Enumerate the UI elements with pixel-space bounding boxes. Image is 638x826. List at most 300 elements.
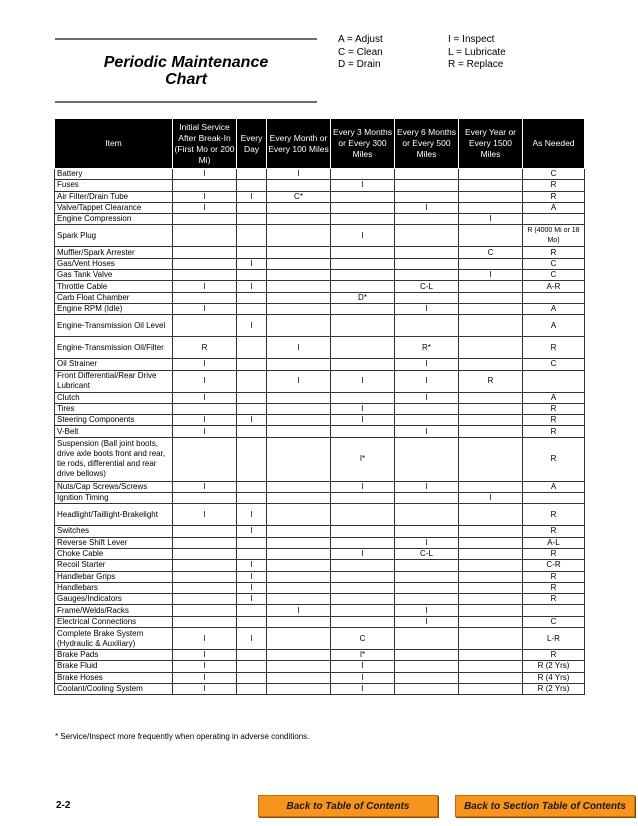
row-cell <box>237 202 267 213</box>
row-cell: A-R <box>523 281 585 292</box>
row-cell <box>331 537 395 548</box>
row-cell: I <box>173 672 237 683</box>
row-cell <box>173 292 237 303</box>
row-cell: I <box>459 214 523 225</box>
row-cell <box>237 605 267 616</box>
row-cell: I* <box>331 437 395 481</box>
row-cell: R (4 Yrs) <box>523 672 585 683</box>
row-item-label: Engine Compression <box>55 214 173 225</box>
row-cell <box>395 650 459 661</box>
table-row <box>55 214 585 225</box>
legend-drain: D = Drain <box>338 59 381 70</box>
maintenance-table <box>54 118 585 695</box>
row-cell <box>395 493 459 504</box>
table-row <box>55 392 585 403</box>
row-cell <box>267 180 331 191</box>
row-cell <box>459 526 523 537</box>
row-cell <box>237 270 267 281</box>
row-cell <box>267 493 331 504</box>
row-cell <box>267 616 331 627</box>
row-cell <box>395 191 459 202</box>
row-cell: R <box>523 594 585 605</box>
row-cell <box>331 504 395 526</box>
row-cell: C <box>523 616 585 627</box>
row-cell <box>267 650 331 661</box>
row-cell <box>523 493 585 504</box>
row-item-label: Suspension (Ball joint boots, drive axle boots front and rear, tie rods, differential and rear drive bellows) <box>55 437 173 481</box>
row-item-label: Gas/Vent Hoses <box>55 258 173 269</box>
row-item-label: Valve/Tappet Clearance <box>55 202 173 213</box>
row-cell: I <box>237 628 267 650</box>
row-cell: R <box>523 403 585 414</box>
row-cell <box>173 270 237 281</box>
row-cell <box>459 169 523 180</box>
row-cell: I <box>173 661 237 672</box>
row-cell <box>331 337 395 359</box>
row-cell <box>395 270 459 281</box>
row-item-label: Brake Pads <box>55 650 173 661</box>
row-cell <box>267 303 331 314</box>
footnote: * Service/Inspect more frequently when operating in adverse conditions. <box>55 732 310 741</box>
table-row <box>55 672 585 683</box>
row-cell <box>237 493 267 504</box>
row-cell <box>459 359 523 370</box>
row-item-label: Complete Brake System (Hydraulic & Auxiliary) <box>55 628 173 650</box>
legend-inspect: I = Inspect <box>448 34 495 45</box>
row-cell <box>237 661 267 672</box>
row-cell <box>267 247 331 258</box>
row-cell <box>459 672 523 683</box>
row-cell: I <box>395 370 459 392</box>
back-to-toc-button[interactable]: Back to Table of Contents <box>258 795 438 817</box>
page-number: 2-2 <box>56 800 71 811</box>
row-cell: C <box>459 247 523 258</box>
row-cell <box>237 426 267 437</box>
row-item-label: Ignition Timing <box>55 493 173 504</box>
row-cell <box>267 560 331 571</box>
row-cell: I <box>173 481 237 492</box>
col-header-every-6-months: Every 6 Months or Every 500 Miles <box>395 119 459 169</box>
row-cell <box>237 359 267 370</box>
row-item-label: Switches <box>55 526 173 537</box>
row-cell: R <box>523 337 585 359</box>
table-header-row <box>55 119 585 169</box>
table-row <box>55 337 585 359</box>
row-cell <box>237 481 267 492</box>
row-cell: I <box>395 359 459 370</box>
table-row <box>55 437 585 481</box>
table-row <box>55 247 585 258</box>
row-cell <box>173 258 237 269</box>
row-cell <box>267 258 331 269</box>
table-row <box>55 594 585 605</box>
row-cell: C <box>331 628 395 650</box>
row-item-label: Steering Components <box>55 415 173 426</box>
row-cell: I <box>267 337 331 359</box>
row-cell <box>331 426 395 437</box>
row-cell: C* <box>267 191 331 202</box>
row-item-label: Front Differential/Rear Drive Lubricant <box>55 370 173 392</box>
row-cell <box>331 303 395 314</box>
table-row <box>55 202 585 213</box>
row-cell <box>267 426 331 437</box>
row-cell <box>237 548 267 559</box>
row-item-label: Brake Fluid <box>55 661 173 672</box>
row-cell <box>523 292 585 303</box>
table-row <box>55 292 585 303</box>
row-cell <box>173 537 237 548</box>
row-cell: I <box>331 548 395 559</box>
title-line-2: Chart <box>165 71 207 88</box>
row-item-label: Electrical Connections <box>55 616 173 627</box>
row-cell <box>395 225 459 247</box>
row-cell <box>331 247 395 258</box>
table-row <box>55 493 585 504</box>
table-row <box>55 616 585 627</box>
row-cell: I <box>173 683 237 694</box>
table-row <box>55 582 585 593</box>
row-cell <box>395 315 459 337</box>
row-cell <box>459 437 523 481</box>
row-cell <box>331 560 395 571</box>
row-cell <box>459 571 523 582</box>
row-cell <box>523 370 585 392</box>
table-row <box>55 303 585 314</box>
row-cell <box>237 247 267 258</box>
row-cell: A <box>523 202 585 213</box>
table-row <box>55 225 585 247</box>
table-row <box>55 258 585 269</box>
row-cell: I <box>237 594 267 605</box>
row-cell <box>267 202 331 213</box>
row-cell <box>459 337 523 359</box>
row-cell: I <box>331 481 395 492</box>
row-cell: I <box>395 537 459 548</box>
table-row <box>55 315 585 337</box>
row-cell <box>173 560 237 571</box>
table-row <box>55 270 585 281</box>
row-cell <box>331 594 395 605</box>
row-cell: I <box>395 616 459 627</box>
row-item-label: Carb Float Chamber <box>55 292 173 303</box>
row-cell: I <box>331 415 395 426</box>
table-row <box>55 571 585 582</box>
legend-clean: C = Clean <box>338 46 383 58</box>
row-cell: I <box>173 202 237 213</box>
table-row <box>55 650 585 661</box>
row-cell <box>237 683 267 694</box>
row-cell: C-L <box>395 281 459 292</box>
row-cell <box>173 605 237 616</box>
row-cell: I <box>173 303 237 314</box>
row-cell <box>395 403 459 414</box>
row-cell: I <box>395 392 459 403</box>
table-body <box>55 169 585 695</box>
row-cell <box>267 403 331 414</box>
table-row <box>55 628 585 650</box>
title-line-1: Periodic Maintenance <box>103 54 269 71</box>
table-row <box>55 359 585 370</box>
row-item-label: V-Belt <box>55 426 173 437</box>
row-cell <box>173 616 237 627</box>
row-cell: C <box>523 270 585 281</box>
row-cell: I <box>331 661 395 672</box>
row-cell <box>459 202 523 213</box>
row-cell: I <box>459 493 523 504</box>
row-cell <box>173 180 237 191</box>
row-cell <box>331 582 395 593</box>
row-cell <box>331 616 395 627</box>
row-item-label: Battery <box>55 169 173 180</box>
row-cell: A <box>523 481 585 492</box>
row-item-label: Choke Cable <box>55 548 173 559</box>
row-cell: I <box>173 169 237 180</box>
col-header-every-3-months: Every 3 Months or Every 300 Miles <box>331 119 395 169</box>
row-item-label: Reverse Shift Lever <box>55 537 173 548</box>
row-cell <box>459 180 523 191</box>
row-cell <box>267 537 331 548</box>
row-item-label: Gas Tank Valve <box>55 270 173 281</box>
row-cell <box>237 214 267 225</box>
row-cell: R <box>523 650 585 661</box>
row-cell: I <box>267 169 331 180</box>
table-row <box>55 370 585 392</box>
table-row <box>55 526 585 537</box>
row-item-label: Engine-Transmission Oil/Filter <box>55 337 173 359</box>
row-cell <box>267 270 331 281</box>
row-item-label: Nuts/Cap Screws/Screws <box>55 481 173 492</box>
row-cell <box>267 392 331 403</box>
row-cell <box>267 526 331 537</box>
row-cell <box>459 315 523 337</box>
row-cell: I <box>459 270 523 281</box>
row-cell <box>237 616 267 627</box>
row-cell <box>395 526 459 537</box>
row-cell <box>173 214 237 225</box>
table-row <box>55 537 585 548</box>
row-cell: C-L <box>395 548 459 559</box>
row-cell: I <box>331 672 395 683</box>
row-item-label: Brake Hoses <box>55 672 173 683</box>
row-item-label: Gauges/Indicators <box>55 594 173 605</box>
row-cell: I <box>331 180 395 191</box>
col-header-every-day: Every Day <box>237 119 267 169</box>
row-cell <box>459 292 523 303</box>
row-cell: I <box>173 650 237 661</box>
row-cell: R <box>523 180 585 191</box>
row-cell: I <box>237 191 267 202</box>
row-cell: C <box>523 258 585 269</box>
col-header-item: Item <box>55 119 173 169</box>
row-cell <box>331 281 395 292</box>
table-row <box>55 548 585 559</box>
row-cell: I <box>331 403 395 414</box>
row-cell <box>395 214 459 225</box>
row-cell: A <box>523 392 585 403</box>
row-cell <box>459 594 523 605</box>
table-row <box>55 661 585 672</box>
row-cell: I <box>395 202 459 213</box>
row-cell: I <box>395 605 459 616</box>
row-cell <box>237 537 267 548</box>
row-cell <box>173 582 237 593</box>
row-cell: I <box>173 359 237 370</box>
row-item-label: Tires <box>55 403 173 414</box>
row-cell <box>267 661 331 672</box>
row-cell: R (2 Yrs) <box>523 683 585 694</box>
legend-right <box>448 34 506 72</box>
row-cell: R <box>523 437 585 481</box>
row-cell <box>267 315 331 337</box>
row-cell <box>267 281 331 292</box>
row-cell <box>459 582 523 593</box>
row-cell: R <box>523 504 585 526</box>
row-cell: I <box>267 370 331 392</box>
row-cell: I <box>237 571 267 582</box>
row-cell <box>331 526 395 537</box>
row-cell <box>395 415 459 426</box>
row-cell: R <box>523 571 585 582</box>
row-cell <box>523 605 585 616</box>
row-item-label: Frame/Welds/Racks <box>55 605 173 616</box>
row-cell <box>331 605 395 616</box>
row-item-label: Air Filter/Drain Tube <box>55 191 173 202</box>
row-cell <box>459 504 523 526</box>
table-row <box>55 560 585 571</box>
row-cell: R <box>523 548 585 559</box>
row-cell <box>267 437 331 481</box>
row-cell <box>267 481 331 492</box>
legend-replace: R = Replace <box>448 59 504 70</box>
row-item-label: Handlebar Grips <box>55 571 173 582</box>
row-cell <box>459 683 523 694</box>
row-cell: I <box>331 683 395 694</box>
row-cell <box>237 650 267 661</box>
row-cell: I* <box>331 650 395 661</box>
row-cell <box>331 359 395 370</box>
row-cell: R <box>523 582 585 593</box>
table-row <box>55 180 585 191</box>
table-row <box>55 169 585 180</box>
row-cell <box>459 303 523 314</box>
row-cell: C <box>523 169 585 180</box>
row-item-label: Handlebars <box>55 582 173 593</box>
row-cell: R (4000 Mi or 18 Mo) <box>523 225 585 247</box>
row-cell <box>331 392 395 403</box>
row-cell <box>395 258 459 269</box>
legend-lubricate: L = Lubricate <box>448 46 506 58</box>
row-cell <box>237 392 267 403</box>
row-cell <box>459 548 523 559</box>
col-header-initial: Initial Service After Break-In (First Mo or 200 Mi) <box>173 119 237 169</box>
table-row <box>55 403 585 414</box>
row-cell: I <box>237 315 267 337</box>
row-cell <box>395 683 459 694</box>
row-cell <box>237 303 267 314</box>
row-cell: R (2 Yrs) <box>523 661 585 672</box>
row-item-label: Engine RPM (Idle) <box>55 303 173 314</box>
row-cell: A <box>523 315 585 337</box>
table-row <box>55 415 585 426</box>
row-cell <box>331 214 395 225</box>
row-cell: I <box>173 415 237 426</box>
row-cell <box>395 661 459 672</box>
row-cell <box>237 403 267 414</box>
row-cell <box>459 426 523 437</box>
page-title <box>55 40 317 101</box>
row-cell <box>395 560 459 571</box>
row-cell: I <box>173 191 237 202</box>
row-cell <box>395 437 459 481</box>
row-cell: I <box>237 504 267 526</box>
row-cell: C-R <box>523 560 585 571</box>
row-cell: D* <box>331 292 395 303</box>
row-item-label: Coolant/Cooling System <box>55 683 173 694</box>
row-cell <box>459 281 523 292</box>
row-cell <box>237 169 267 180</box>
row-cell <box>173 403 237 414</box>
row-cell <box>173 493 237 504</box>
back-to-section-toc-button[interactable]: Back to Section Table of Contents <box>455 795 635 817</box>
row-cell <box>459 661 523 672</box>
row-cell <box>395 594 459 605</box>
row-cell <box>173 437 237 481</box>
row-cell <box>459 258 523 269</box>
row-cell: I <box>237 560 267 571</box>
row-cell: I <box>395 426 459 437</box>
row-item-label: Clutch <box>55 392 173 403</box>
legend-adjust: A = Adjust <box>338 34 383 45</box>
row-cell <box>331 270 395 281</box>
row-cell <box>459 481 523 492</box>
row-item-label: Engine-Transmission Oil Level <box>55 315 173 337</box>
row-cell <box>237 370 267 392</box>
title-block <box>55 38 317 103</box>
row-cell <box>459 403 523 414</box>
row-cell: I <box>395 481 459 492</box>
row-cell <box>331 315 395 337</box>
row-cell: I <box>395 303 459 314</box>
row-cell <box>395 169 459 180</box>
row-cell <box>395 672 459 683</box>
row-item-label: Recoil Starter <box>55 560 173 571</box>
row-cell <box>267 214 331 225</box>
row-cell: I <box>237 415 267 426</box>
table-row <box>55 281 585 292</box>
row-cell <box>267 571 331 582</box>
row-cell <box>395 292 459 303</box>
row-cell: R <box>523 191 585 202</box>
row-cell <box>395 571 459 582</box>
row-cell <box>459 415 523 426</box>
row-cell: C <box>523 359 585 370</box>
col-header-every-month: Every Month or Every 100 Miles <box>267 119 331 169</box>
row-cell <box>459 560 523 571</box>
row-cell: A <box>523 303 585 314</box>
row-cell <box>237 225 267 247</box>
row-item-label: Fuses <box>55 180 173 191</box>
row-item-label: Throttle Cable <box>55 281 173 292</box>
row-cell <box>237 437 267 481</box>
title-bottom-rule <box>55 101 317 103</box>
row-cell <box>459 616 523 627</box>
row-cell: R <box>523 426 585 437</box>
row-cell: I <box>173 504 237 526</box>
row-cell <box>395 582 459 593</box>
row-cell: I <box>331 370 395 392</box>
row-cell <box>173 247 237 258</box>
row-cell <box>331 169 395 180</box>
